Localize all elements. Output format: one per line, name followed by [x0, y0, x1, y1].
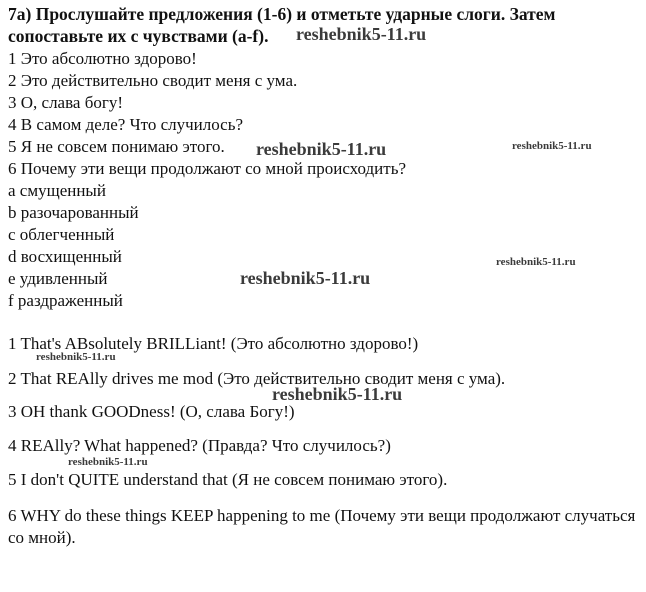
feeling-b: b разочарованный	[8, 203, 139, 222]
sentence-1: 1 Это абсолютно здорово!	[8, 49, 197, 68]
answer-6: 6 WHY do these things KEEP happening to me (Почему эти вещи продолжают случаться со мной).	[8, 506, 636, 547]
watermark: reshebnik5-11.ru	[240, 268, 371, 288]
answer-4: 4 REAlly? What happened? (Правда? Что случилось?)	[8, 436, 391, 455]
sentence-5: 5 Я не совсем понимаю этого.	[8, 137, 225, 156]
watermark: reshebnik5-11.ru	[256, 139, 387, 159]
watermark: reshebnik5-11.ru	[272, 384, 403, 404]
answer-3: 3 OH thank GOODness! (О, слава Богу!)	[8, 402, 295, 421]
watermark-small: reshebnik5-11.ru	[496, 256, 576, 268]
feeling-a: a смущенный	[8, 181, 106, 200]
sentence-4: 4 В самом деле? Что случилось?	[8, 115, 244, 134]
feeling-e: e удивленный	[8, 269, 108, 288]
answer-1: 1 That's ABsolutely BRILLiant! (Это абсолютно здорово!)	[8, 334, 419, 353]
sentence-2: 2 Это действительно сводит меня с ума.	[8, 71, 298, 90]
feeling-c: c облегченный	[8, 225, 115, 244]
task-heading: 7а) Прослушайте предложения (1-6) и отметьте ударные слоги. Затем сопоставьте их с чувствами (a-f).	[8, 4, 556, 46]
feeling-d: d восхищенный	[8, 247, 122, 266]
feeling-f: f раздраженный	[8, 291, 123, 310]
sentence-6: 6 Почему эти вещи продолжают со мной происходить?	[8, 159, 406, 178]
watermark: reshebnik5-11.ru	[296, 24, 427, 44]
watermark-small: reshebnik5-11.ru	[36, 351, 116, 363]
watermark-small: reshebnik5-11.ru	[512, 140, 592, 152]
answer-2: 2 That REAlly drives me mod (Это действительно сводит меня с ума).	[8, 369, 506, 388]
watermark-small: reshebnik5-11.ru	[68, 456, 148, 468]
answer-5: 5 I don't QUITE understand that (Я не совсем понимаю этого).	[8, 470, 448, 489]
sentence-3: 3 О, слава богу!	[8, 93, 123, 112]
